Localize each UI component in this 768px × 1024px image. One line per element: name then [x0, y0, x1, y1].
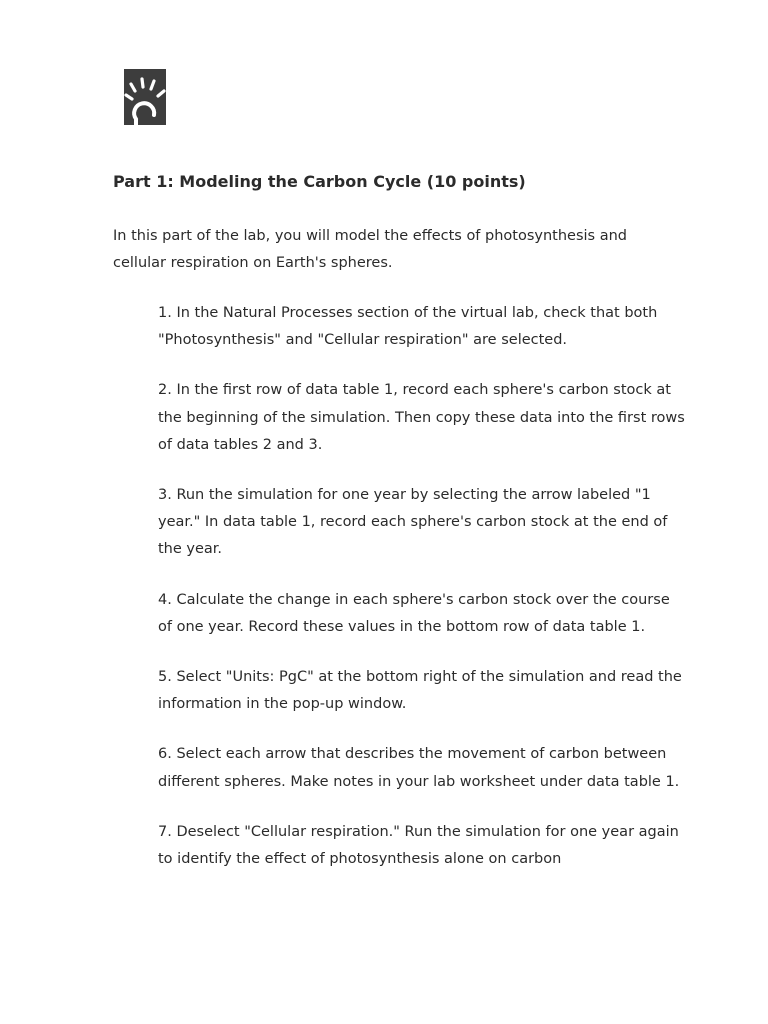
- section-title: Part 1: Modeling the Carbon Cycle (10 points): [113, 172, 526, 191]
- step-item: 6. Select each arrow that describes the movement of carbon between different spheres. Make notes in your lab worksheet under data table 1.: [158, 746, 680, 790]
- step-item: 3. Run the simulation for one year by selecting the arrow labeled "1 year." In data table 1, record each sphere's carbon stock at the end of the year.: [158, 487, 668, 558]
- step-item: 7. Deselect "Cellular respiration." Run the simulation for one year again to identify the effect of photosynthesis alone on carbon: [158, 823, 679, 868]
- step-list: [158, 300, 688, 896]
- step-item: 2. In the first row of data table 1, record each sphere's carbon stock at the beginning of the simulation. Then copy these data into the first rows of data tables 2 and 3.: [158, 382, 685, 453]
- intro-paragraph: In this part of the lab, you will model the effects of photosynthesis and cellular respiration on Earth's spheres.: [113, 228, 627, 271]
- step-item: 4. Calculate the change in each sphere's carbon stock over the course of one year. Record these values in the bottom row of data table 1.: [158, 591, 670, 635]
- step-item: 5. Select "Units: PgC" at the bottom right of the simulation and read the information in the pop-up window.: [158, 669, 682, 713]
- step-item: 1. In the Natural Processes section of the virtual lab, check that both "Photosynthesis" and "Cellular respiration" are selected.: [158, 305, 658, 349]
- sun-logo-icon: [124, 69, 166, 125]
